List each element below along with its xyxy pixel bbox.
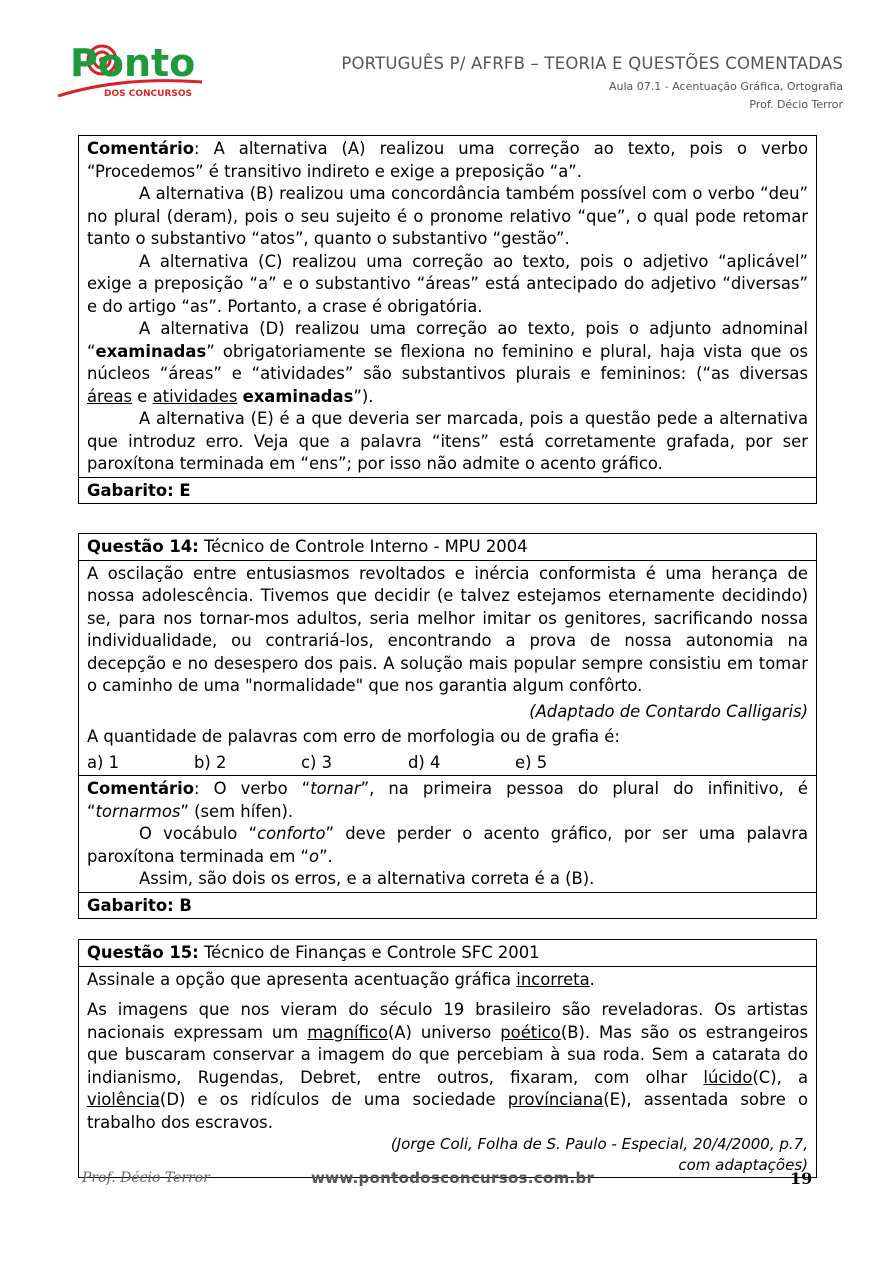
question-heading: Questão 14: Técnico de Controle Interno - MPU 2004: [87, 537, 528, 556]
question-body: [79, 560, 816, 776]
option-d: d) 4: [408, 752, 441, 772]
footer-website: www.pontodosconcursos.com.br: [311, 1169, 595, 1187]
comment-block: [79, 136, 816, 477]
comment-block: [79, 775, 816, 892]
question-attribution: (Jorge Coli, Folha de S. Paulo - Especial, 20/4/2000, p.7, com adaptações): [390, 1135, 808, 1174]
option-a: a) 1: [87, 752, 120, 772]
question-body: [79, 966, 816, 1178]
footer-author: Prof. Décio Terror: [82, 1170, 210, 1186]
question-text: As imagens que nos vieram do século 19 brasileiro são reveladoras. Os artistas nacionais expressam um magnífico(A) universo poético(B). Mas são os estrangeiros que buscaram conservar a imagem do que percebiam à sua roda. Sem a catarata do indianismo, Rugendas, Debret, entre outros, fixaram, com olhar lúcido(C), a violência(D) e os ridículos de uma sociedade provínciana(E), assentada sobre o trabalho dos escravos.: [87, 1000, 809, 1132]
question-text: A oscilação entre entusiasmos revoltados e inércia conformista é uma herança de nossa adolescência. Tivemos que decidir (e talvez estejamos eternamente decidindo) se, para nos tornar-mos adultos, seria melhor imitar os genitores, sacrificando nossa individualidade, ou contrariá-los, encontrando a prova de nossa autonomia na decepção e no desespero dos pais. A solução mais popular sempre consistiu em tomar o caminho de uma "normalidade" que nos garantia algum confôrto.: [87, 563, 808, 695]
comment-paragraph: A alternativa (E) é a que deveria ser marcada, pois a questão pede a alternativa que introduz erro. Veja que a palavra “itens” está corretamente grafada, por ser paroxítona terminada em “ens”; por isso não admite o acento gráfico.: [87, 409, 808, 473]
option-e: e) 5: [515, 752, 548, 772]
comment-paragraph: O vocábulo “conforto” deve perder o acento gráfico, por ser uma palavra paroxítona terminada em “o”.: [87, 824, 808, 866]
logo-text: Ponto: [70, 41, 196, 85]
comment-paragraph: A alternativa (B) realizou uma concordância também possível com o verbo “deu” no plural (deram), pois o seu sujeito é o pronome relativo “que”, o qual pode retomar tanto o substantivo “atos”, quanto o substantivo “gestão”.: [87, 184, 808, 248]
answer-options: [87, 752, 808, 775]
question-box-15: [78, 939, 817, 1178]
comment-paragraph: Assim, são dois os erros, e a alternativa correta é a (B).: [139, 869, 595, 888]
question-box-14: [78, 533, 817, 919]
question-prompt: A quantidade de palavras com erro de morfologia ou de grafia é:: [87, 727, 620, 746]
page-number: 19: [790, 1169, 813, 1188]
question-heading: Questão 15: Técnico de Finanças e Controle SFC 2001: [87, 943, 540, 962]
comment-paragraph: A alternativa (D) realizou uma correção ao texto, pois o adjunto adnominal “examinadas” obrigatoriamente se flexiona no feminino e plural, haja vista que os núcleos “áreas” e “atividades” são substantivos plurais e femininos: (“as diversas áreas e atividades examinadas”).: [87, 319, 808, 406]
option-b: b) 2: [194, 752, 227, 772]
ponto-logo: [52, 38, 217, 102]
comment-box-q13: [78, 135, 817, 504]
header-lesson: Aula 07.1 - Acentuação Gráfica, Ortografia: [608, 80, 843, 93]
question-prompt: Assinale a opção que apresenta acentuação gráfica incorreta.: [87, 969, 595, 989]
header-teacher: Prof. Décio Terror: [749, 98, 843, 111]
answer-key: Gabarito: E: [79, 477, 816, 504]
header-title: PORTUGUÊS P/ AFRFB – TEORIA E QUESTÕES COMENTADAS: [341, 54, 843, 73]
answer-key: Gabarito: B: [79, 892, 816, 919]
question-attribution: (Adaptado de Contardo Calligaris): [529, 701, 808, 721]
comment-paragraph: Comentário: A alternativa (A) realizou uma correção ao texto, pois o verbo “Procedemos” é transitivo indireto e exige a preposição “a”.: [87, 139, 808, 181]
comment-paragraph: A alternativa (C) realizou uma correção ao texto, pois o adjetivo “aplicável” exige a preposição “a” e o substantivo “áreas” está antecipado do adjetivo “diversas” e do artigo “as”. Portanto, a crase é obrigatória.: [87, 251, 808, 316]
logo-subtext: DOS CONCURSOS: [104, 89, 192, 99]
option-c: c) 3: [301, 752, 333, 772]
comment-paragraph: Comentário: O verbo “tornar”, na primeira pessoa do plural do infinitivo, é “tornarmos” (sem hífen).: [87, 779, 808, 821]
